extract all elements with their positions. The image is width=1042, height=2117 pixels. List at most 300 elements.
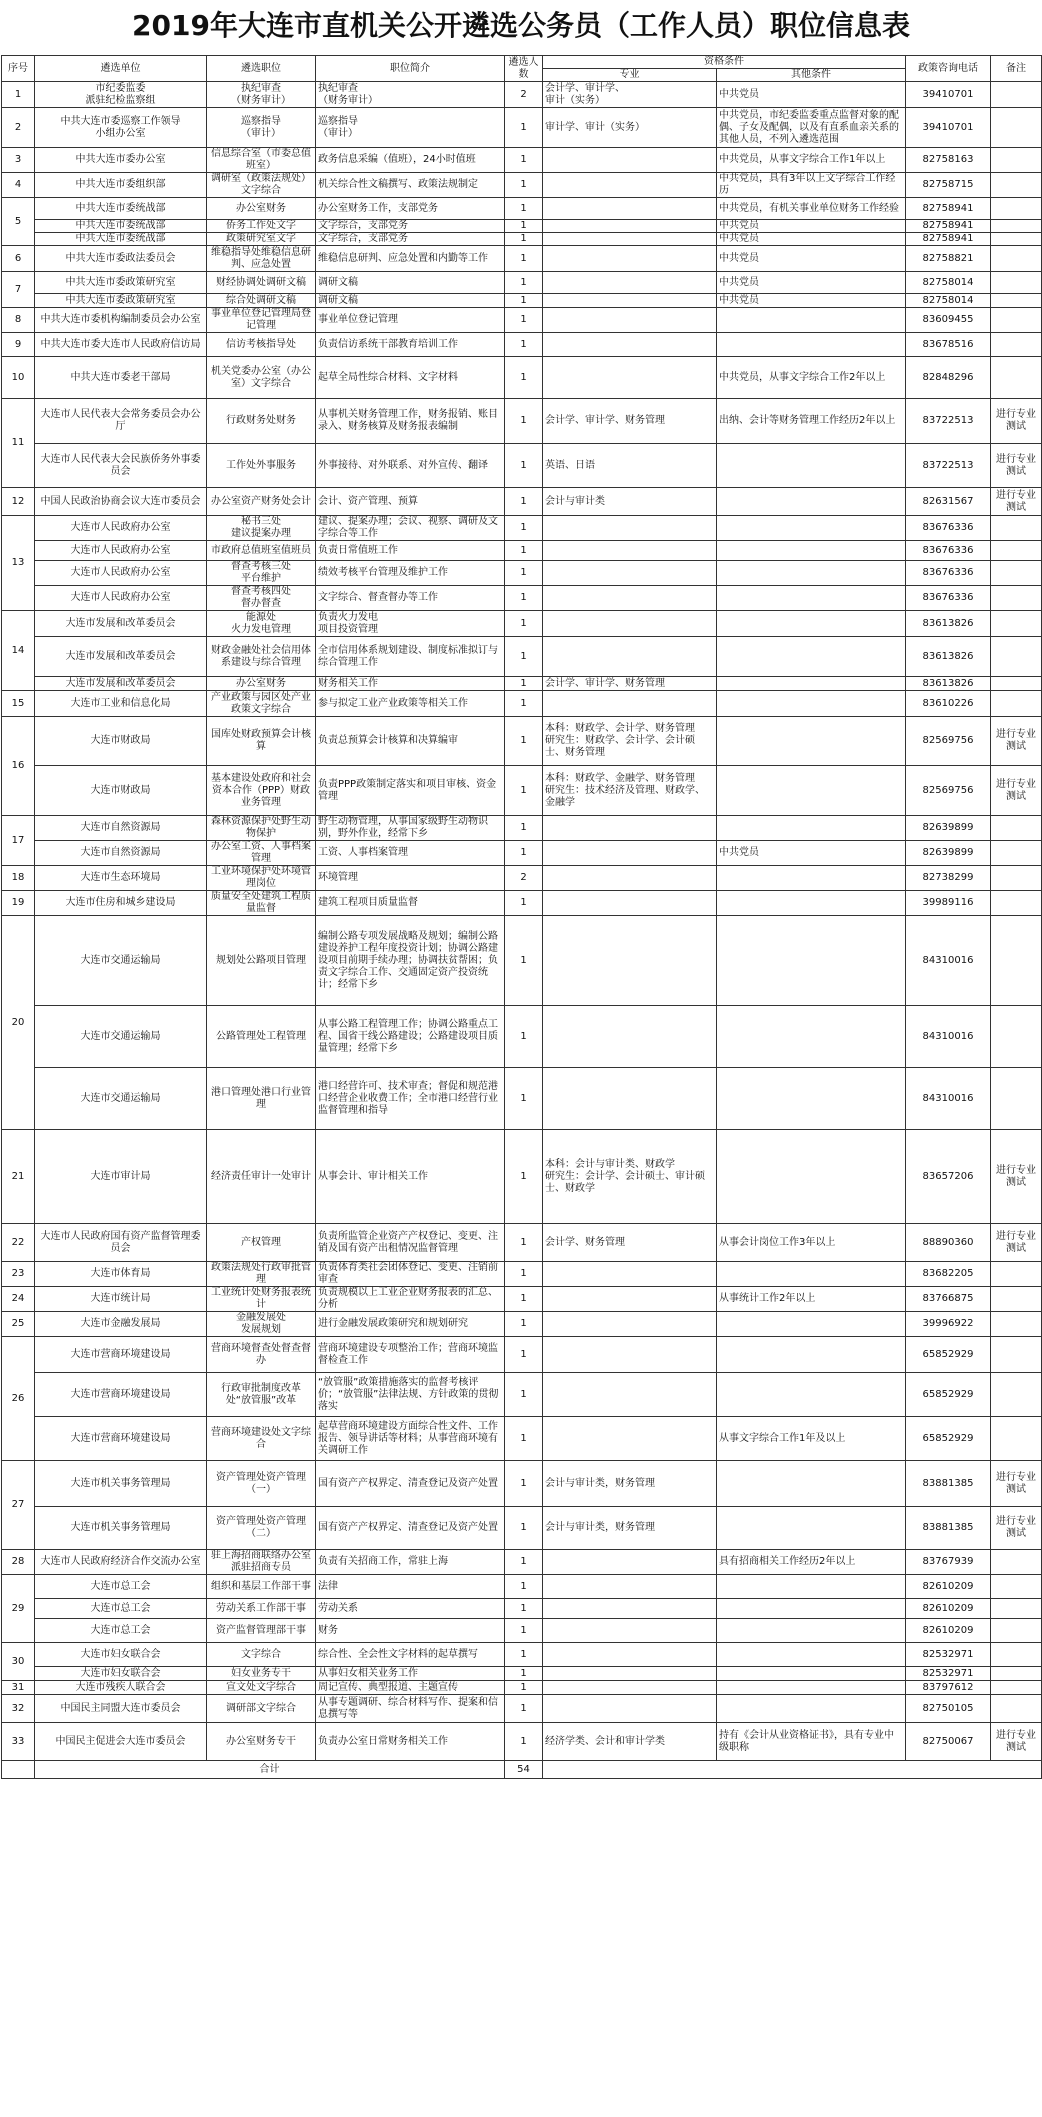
phone-cell: 83610226 bbox=[906, 691, 991, 717]
major-cell bbox=[543, 233, 717, 246]
seq-cell: 28 bbox=[2, 1550, 35, 1575]
unit-cell: 大连市人民政府国有资产监督管理委员会 bbox=[35, 1224, 207, 1262]
phone-cell: 83767939 bbox=[906, 1550, 991, 1575]
seq-cell: 1 bbox=[2, 82, 35, 108]
note-cell bbox=[991, 611, 1042, 637]
intro-cell: 国有资产产权界定、清查登记及资产处置 bbox=[316, 1507, 505, 1550]
other-cell bbox=[717, 516, 906, 541]
seq-cell: 13 bbox=[2, 516, 35, 611]
phone-cell: 39996922 bbox=[906, 1312, 991, 1337]
position-cell: 督查考核四处 督办督查 bbox=[207, 586, 316, 611]
phone-cell: 82750105 bbox=[906, 1695, 991, 1723]
seq-cell: 6 bbox=[2, 246, 35, 272]
count-cell: 1 bbox=[505, 516, 543, 541]
position-cell: 信访考核指导处 bbox=[207, 333, 316, 357]
count-cell: 1 bbox=[505, 677, 543, 691]
major-cell bbox=[543, 1695, 717, 1723]
count-cell: 1 bbox=[505, 1006, 543, 1068]
unit-cell: 大连市机关事务管理局 bbox=[35, 1507, 207, 1550]
table-row bbox=[2, 561, 1042, 586]
major-cell bbox=[543, 272, 717, 294]
position-cell: 财经协调处调研文稿 bbox=[207, 272, 316, 294]
unit-cell: 大连市营商环境建设局 bbox=[35, 1337, 207, 1373]
phone-cell: 82569756 bbox=[906, 766, 991, 816]
table-row bbox=[2, 308, 1042, 333]
position-cell: 能源处 火力发电管理 bbox=[207, 611, 316, 637]
table-row bbox=[2, 866, 1042, 891]
position-cell: 市政府总值班室值班员 bbox=[207, 541, 316, 561]
note-cell bbox=[991, 1337, 1042, 1373]
major-cell: 本科：财政学、会计学、财务管理 研究生：财政学、会计学、会计硕士、财务管理 bbox=[543, 717, 717, 766]
count-cell: 1 bbox=[505, 1507, 543, 1550]
note-cell bbox=[991, 866, 1042, 891]
major-cell: 会计学、审计学、财务管理 bbox=[543, 399, 717, 444]
intro-cell: 文字综合、督查督办等工作 bbox=[316, 586, 505, 611]
note-cell bbox=[991, 891, 1042, 916]
unit-cell: 大连市审计局 bbox=[35, 1130, 207, 1224]
major-cell bbox=[543, 357, 717, 399]
count-cell: 1 bbox=[505, 444, 543, 488]
intro-cell: 维稳信息研判、应急处置和内勤等工作 bbox=[316, 246, 505, 272]
unit-cell: 大连市发展和改革委员会 bbox=[35, 637, 207, 677]
phone-cell: 39410701 bbox=[906, 82, 991, 108]
note-cell bbox=[991, 272, 1042, 294]
unit-cell: 大连市营商环境建设局 bbox=[35, 1417, 207, 1461]
position-cell: 工作处外事服务 bbox=[207, 444, 316, 488]
count-cell: 1 bbox=[505, 488, 543, 516]
major-cell bbox=[543, 198, 717, 220]
phone-cell: 83678516 bbox=[906, 333, 991, 357]
position-cell: 产权管理 bbox=[207, 1224, 316, 1262]
phone-cell: 83676336 bbox=[906, 516, 991, 541]
position-cell: 经济责任审计一处审计 bbox=[207, 1130, 316, 1224]
major-cell bbox=[543, 1550, 717, 1575]
major-cell bbox=[543, 891, 717, 916]
intro-cell: 会计、资产管理、预算 bbox=[316, 488, 505, 516]
table-row bbox=[2, 717, 1042, 766]
major-cell bbox=[543, 516, 717, 541]
header-note: 备注 bbox=[991, 56, 1042, 82]
count-cell: 1 bbox=[505, 1417, 543, 1461]
unit-cell: 大连市机关事务管理局 bbox=[35, 1461, 207, 1507]
position-cell: 综合处调研文稿 bbox=[207, 294, 316, 308]
other-cell: 中共党员 bbox=[717, 246, 906, 272]
seq-cell: 16 bbox=[2, 717, 35, 816]
phone-cell: 83676336 bbox=[906, 541, 991, 561]
other-cell: 中共党员，市纪委监委重点监督对象的配偶、子女及配偶，以及有直系血亲关系的其他人员，不列入遴选范围 bbox=[717, 108, 906, 148]
phone-cell: 84310016 bbox=[906, 1068, 991, 1130]
other-cell bbox=[717, 444, 906, 488]
seq-cell: 29 bbox=[2, 1575, 35, 1643]
other-cell bbox=[717, 1068, 906, 1130]
phone-cell: 83881385 bbox=[906, 1461, 991, 1507]
major-cell: 会计学、审计学、 审计（实务） bbox=[543, 82, 717, 108]
table-row bbox=[2, 1262, 1042, 1287]
seq-cell: 27 bbox=[2, 1461, 35, 1550]
position-cell: 事业单位登记管理局登记管理 bbox=[207, 308, 316, 333]
phone-cell: 82631567 bbox=[906, 488, 991, 516]
intro-cell: 文字综合，支部党务 bbox=[316, 220, 505, 233]
count-cell: 1 bbox=[505, 1068, 543, 1130]
position-cell: 质量安全处建筑工程质量监督 bbox=[207, 891, 316, 916]
intro-cell: 绩效考核平台管理及维护工作 bbox=[316, 561, 505, 586]
note-cell bbox=[991, 357, 1042, 399]
major-cell bbox=[543, 691, 717, 717]
phone-cell: 82758941 bbox=[906, 233, 991, 246]
major-cell: 会计与审计类 bbox=[543, 488, 717, 516]
other-cell bbox=[717, 891, 906, 916]
phone-cell: 82639899 bbox=[906, 841, 991, 866]
unit-cell: 大连市营商环境建设局 bbox=[35, 1373, 207, 1417]
other-cell: 中共党员 bbox=[717, 272, 906, 294]
note-cell: 进行专业测试 bbox=[991, 1723, 1042, 1761]
position-cell: 政策研究室文字 bbox=[207, 233, 316, 246]
count-cell: 1 bbox=[505, 148, 543, 173]
major-cell bbox=[543, 173, 717, 198]
note-cell: 进行专业测试 bbox=[991, 1224, 1042, 1262]
intro-cell: 参与拟定工业产业政策等相关工作 bbox=[316, 691, 505, 717]
table-row bbox=[2, 1643, 1042, 1667]
unit-cell: 大连市体育局 bbox=[35, 1262, 207, 1287]
major-cell bbox=[543, 1575, 717, 1599]
intro-cell: 全市信用体系规划建设、制度标准拟订与综合管理工作 bbox=[316, 637, 505, 677]
intro-cell: 工资、人事档案管理 bbox=[316, 841, 505, 866]
seq-cell: 11 bbox=[2, 399, 35, 488]
intro-cell: 野生动物管理，从事国家级野生动物识别，野外作业，经常下乡 bbox=[316, 816, 505, 841]
count-cell: 1 bbox=[505, 233, 543, 246]
count-cell: 1 bbox=[505, 1619, 543, 1643]
major-cell: 会计与审计类，财务管理 bbox=[543, 1461, 717, 1507]
phone-cell: 82758821 bbox=[906, 246, 991, 272]
position-cell: 调研部文字综合 bbox=[207, 1695, 316, 1723]
other-cell: 中共党员 bbox=[717, 294, 906, 308]
count-cell: 1 bbox=[505, 1599, 543, 1619]
phone-cell: 65852929 bbox=[906, 1337, 991, 1373]
header-major: 专业 bbox=[543, 69, 717, 82]
count-cell: 1 bbox=[505, 1312, 543, 1337]
other-cell bbox=[717, 866, 906, 891]
note-cell bbox=[991, 1681, 1042, 1695]
position-cell: 财政金融处社会信用体系建设与综合管理 bbox=[207, 637, 316, 677]
other-cell bbox=[717, 677, 906, 691]
intro-cell: 周记宣传、典型报道、主题宣传 bbox=[316, 1681, 505, 1695]
intro-cell: 编制公路专项发展战略及规划；编制公路建设养护工程年度投资计划；协调公路建设项目前期手续办理；协调扶贫帮困；负责文字综合工作、交通固定资产投资统计；经常下乡 bbox=[316, 916, 505, 1006]
table-row bbox=[2, 1681, 1042, 1695]
note-cell bbox=[991, 1312, 1042, 1337]
note-cell bbox=[991, 308, 1042, 333]
phone-cell: 83613826 bbox=[906, 611, 991, 637]
intro-cell: 进行金融发展政策研究和规划研究 bbox=[316, 1312, 505, 1337]
phone-cell: 82758014 bbox=[906, 294, 991, 308]
seq-cell: 12 bbox=[2, 488, 35, 516]
table-row bbox=[2, 1312, 1042, 1337]
note-cell: 进行专业测试 bbox=[991, 1507, 1042, 1550]
unit-cell: 中国民主促进会大连市委员会 bbox=[35, 1723, 207, 1761]
other-cell bbox=[717, 916, 906, 1006]
unit-cell: 中共大连市委机构编制委员会办公室 bbox=[35, 308, 207, 333]
position-cell: 营商环境建设处文字综合 bbox=[207, 1417, 316, 1461]
count-cell: 1 bbox=[505, 1461, 543, 1507]
phone-cell: 39410701 bbox=[906, 108, 991, 148]
header-position: 遴选职位 bbox=[207, 56, 316, 82]
other-cell: 中共党员 bbox=[717, 82, 906, 108]
seq-cell: 30 bbox=[2, 1643, 35, 1681]
unit-cell: 中共大连市委巡察工作领导 小组办公室 bbox=[35, 108, 207, 148]
position-cell: 国库处财政预算会计核算 bbox=[207, 717, 316, 766]
unit-cell: 大连市人民政府办公室 bbox=[35, 561, 207, 586]
position-cell: 组织和基层工作部干事 bbox=[207, 1575, 316, 1599]
note-cell bbox=[991, 1373, 1042, 1417]
unit-cell: 大连市妇女联合会 bbox=[35, 1667, 207, 1681]
other-cell bbox=[717, 308, 906, 333]
count-cell: 1 bbox=[505, 399, 543, 444]
note-cell bbox=[991, 1006, 1042, 1068]
phone-cell: 65852929 bbox=[906, 1417, 991, 1461]
seq-cell: 21 bbox=[2, 1130, 35, 1224]
position-cell: 金融发展处 发展规划 bbox=[207, 1312, 316, 1337]
phone-cell: 82639899 bbox=[906, 816, 991, 841]
major-cell bbox=[543, 1417, 717, 1461]
major-cell: 英语、日语 bbox=[543, 444, 717, 488]
count-cell: 1 bbox=[505, 816, 543, 841]
position-cell: 信息综合室（市委总值班室） bbox=[207, 148, 316, 173]
other-cell bbox=[717, 1006, 906, 1068]
count-cell: 1 bbox=[505, 891, 543, 916]
other-cell bbox=[717, 1461, 906, 1507]
table-row bbox=[2, 399, 1042, 444]
position-cell: 劳动关系工作部干事 bbox=[207, 1599, 316, 1619]
seq-cell: 17 bbox=[2, 816, 35, 866]
note-cell bbox=[991, 1068, 1042, 1130]
major-cell bbox=[543, 148, 717, 173]
other-cell bbox=[717, 541, 906, 561]
major-cell bbox=[543, 561, 717, 586]
intro-cell: 巡察指导 （审计） bbox=[316, 108, 505, 148]
other-cell bbox=[717, 561, 906, 586]
unit-cell: 大连市交通运输局 bbox=[35, 1006, 207, 1068]
position-cell: 执纪审查 （财务审计） bbox=[207, 82, 316, 108]
table-row bbox=[2, 1550, 1042, 1575]
phone-cell: 82569756 bbox=[906, 717, 991, 766]
table-row bbox=[2, 1417, 1042, 1461]
header-intro: 职位简介 bbox=[316, 56, 505, 82]
table-row bbox=[2, 1068, 1042, 1130]
intro-cell: 从事专题调研、综合材料写作、提案和信息撰写等 bbox=[316, 1695, 505, 1723]
intro-cell: 起草全局性综合材料、文字材料 bbox=[316, 357, 505, 399]
count-cell: 2 bbox=[505, 82, 543, 108]
intro-cell: 负责办公室日常财务相关工作 bbox=[316, 1723, 505, 1761]
phone-cell: 82758163 bbox=[906, 148, 991, 173]
intro-cell: 从事机关财务管理工作，财务报销、账目录入、财务核算及财务报表编制 bbox=[316, 399, 505, 444]
unit-cell: 大连市交通运输局 bbox=[35, 1068, 207, 1130]
seq-cell: 18 bbox=[2, 866, 35, 891]
note-cell bbox=[991, 333, 1042, 357]
position-cell: 巡察指导 （审计） bbox=[207, 108, 316, 148]
seq-cell: 31 bbox=[2, 1681, 35, 1695]
major-cell: 经济学类、会计和审计学类 bbox=[543, 1723, 717, 1761]
count-cell: 1 bbox=[505, 308, 543, 333]
major-cell bbox=[543, 1262, 717, 1287]
count-cell: 1 bbox=[505, 357, 543, 399]
intro-cell: 负责规模以上工业企业财务报表的汇总、分析 bbox=[316, 1287, 505, 1312]
intro-cell: 营商环境建设专项整治工作；营商环境监督检查工作 bbox=[316, 1337, 505, 1373]
intro-cell: 调研文稿 bbox=[316, 294, 505, 308]
position-cell: 森林资源保护处野生动物保护 bbox=[207, 816, 316, 841]
note-cell: 进行专业测试 bbox=[991, 444, 1042, 488]
major-cell bbox=[543, 220, 717, 233]
seq-cell: 24 bbox=[2, 1287, 35, 1312]
table-row bbox=[2, 611, 1042, 637]
major-cell bbox=[543, 1373, 717, 1417]
seq-cell: 7 bbox=[2, 272, 35, 308]
other-cell: 中共党员 bbox=[717, 841, 906, 866]
unit-cell: 大连市人民政府办公室 bbox=[35, 541, 207, 561]
phone-cell: 83722513 bbox=[906, 399, 991, 444]
other-cell: 中共党员，具有3年以上文字综合工作经历 bbox=[717, 173, 906, 198]
phone-cell: 83676336 bbox=[906, 586, 991, 611]
header-phone: 政策咨询电话 bbox=[906, 56, 991, 82]
position-cell: 侨务工作处文字 bbox=[207, 220, 316, 233]
table-row bbox=[2, 272, 1042, 294]
position-cell: 工业环境保护处环境管理岗位 bbox=[207, 866, 316, 891]
note-cell bbox=[991, 246, 1042, 272]
count-cell: 1 bbox=[505, 586, 543, 611]
intro-cell: “放管服”政策措施落实的监督考核评价；“放管服”法律法规、方针政策的贯彻落实 bbox=[316, 1373, 505, 1417]
count-cell: 1 bbox=[505, 173, 543, 198]
major-cell bbox=[543, 541, 717, 561]
total-empty-cell bbox=[2, 1761, 35, 1779]
major-cell bbox=[543, 841, 717, 866]
position-cell: 督查考核三处 平台维护 bbox=[207, 561, 316, 586]
intro-cell: 负责信访系统干部教育培训工作 bbox=[316, 333, 505, 357]
header-seq: 序号 bbox=[2, 56, 35, 82]
note-cell bbox=[991, 108, 1042, 148]
count-cell: 1 bbox=[505, 333, 543, 357]
position-cell: 妇女业务专干 bbox=[207, 1667, 316, 1681]
position-table bbox=[1, 55, 1042, 1779]
table-row bbox=[2, 294, 1042, 308]
phone-cell: 39989116 bbox=[906, 891, 991, 916]
unit-cell: 中共大连市委统战部 bbox=[35, 233, 207, 246]
table-row bbox=[2, 891, 1042, 916]
phone-cell: 84310016 bbox=[906, 916, 991, 1006]
position-cell: 机关党委办公室（办公室）文字综合 bbox=[207, 357, 316, 399]
position-cell: 办公室财务 bbox=[207, 198, 316, 220]
unit-cell: 大连市妇女联合会 bbox=[35, 1643, 207, 1667]
unit-cell: 中共大连市委老干部局 bbox=[35, 357, 207, 399]
other-cell: 中共党员，从事文字综合工作1年以上 bbox=[717, 148, 906, 173]
other-cell bbox=[717, 1681, 906, 1695]
position-cell: 行政审批制度改革处“放管服”改革 bbox=[207, 1373, 316, 1417]
count-cell: 1 bbox=[505, 1723, 543, 1761]
unit-cell: 大连市自然资源局 bbox=[35, 841, 207, 866]
table-row bbox=[2, 173, 1042, 198]
note-cell bbox=[991, 1619, 1042, 1643]
note-cell bbox=[991, 1667, 1042, 1681]
count-cell: 1 bbox=[505, 246, 543, 272]
note-cell bbox=[991, 173, 1042, 198]
other-cell bbox=[717, 691, 906, 717]
seq-cell: 22 bbox=[2, 1224, 35, 1262]
note-cell bbox=[991, 1262, 1042, 1287]
count-cell: 1 bbox=[505, 220, 543, 233]
major-cell bbox=[543, 294, 717, 308]
note-cell bbox=[991, 516, 1042, 541]
table-row bbox=[2, 516, 1042, 541]
major-cell: 本科：财政学、金融学、财务管理 研究生：技术经济及管理、财政学、金融学 bbox=[543, 766, 717, 816]
table-row bbox=[2, 916, 1042, 1006]
position-cell: 宣文处文字综合 bbox=[207, 1681, 316, 1695]
major-cell bbox=[543, 1068, 717, 1130]
position-cell: 文字综合 bbox=[207, 1643, 316, 1667]
intro-cell: 财务 bbox=[316, 1619, 505, 1643]
major-cell bbox=[543, 1643, 717, 1667]
seq-cell: 26 bbox=[2, 1337, 35, 1461]
position-cell: 驻上海招商联络办公室派驻招商专员 bbox=[207, 1550, 316, 1575]
note-cell bbox=[991, 1575, 1042, 1599]
count-cell: 1 bbox=[505, 1667, 543, 1681]
other-cell bbox=[717, 766, 906, 816]
count-cell: 1 bbox=[505, 611, 543, 637]
table-row bbox=[2, 1006, 1042, 1068]
count-cell: 1 bbox=[505, 541, 543, 561]
phone-cell: 83682205 bbox=[906, 1262, 991, 1287]
note-cell bbox=[991, 294, 1042, 308]
note-cell bbox=[991, 220, 1042, 233]
major-cell bbox=[543, 637, 717, 677]
unit-cell: 大连市自然资源局 bbox=[35, 816, 207, 841]
intro-cell: 从事会计、审计相关工作 bbox=[316, 1130, 505, 1224]
position-cell: 营商环境督查处督查督办 bbox=[207, 1337, 316, 1373]
other-cell bbox=[717, 1619, 906, 1643]
major-cell bbox=[543, 308, 717, 333]
seq-cell: 2 bbox=[2, 108, 35, 148]
count-cell: 1 bbox=[505, 1695, 543, 1723]
other-cell: 从事文字综合工作1年及以上 bbox=[717, 1417, 906, 1461]
intro-cell: 起草营商环境建设方面综合性文件、工作报告、领导讲话等材料；从事营商环境有关调研工作 bbox=[316, 1417, 505, 1461]
phone-cell: 82610209 bbox=[906, 1619, 991, 1643]
header-other: 其他条件 bbox=[717, 69, 906, 82]
seq-cell: 10 bbox=[2, 357, 35, 399]
count-cell: 1 bbox=[505, 1575, 543, 1599]
note-cell bbox=[991, 233, 1042, 246]
position-cell: 公路管理处工程管理 bbox=[207, 1006, 316, 1068]
intro-cell: 从事妇女相关业务工作 bbox=[316, 1667, 505, 1681]
table-row bbox=[2, 541, 1042, 561]
table-row bbox=[2, 357, 1042, 399]
count-cell: 1 bbox=[505, 1643, 543, 1667]
major-cell bbox=[543, 333, 717, 357]
position-cell: 港口管理处港口行业管理 bbox=[207, 1068, 316, 1130]
table-body bbox=[2, 82, 1042, 1779]
position-cell: 产业政策与园区处产业政策文字综合 bbox=[207, 691, 316, 717]
other-cell bbox=[717, 1373, 906, 1417]
major-cell bbox=[543, 1337, 717, 1373]
other-cell: 具有招商相关工作经历2年以上 bbox=[717, 1550, 906, 1575]
seq-cell: 33 bbox=[2, 1723, 35, 1761]
table-row bbox=[2, 1373, 1042, 1417]
phone-cell: 83613826 bbox=[906, 677, 991, 691]
total-count: 54 bbox=[505, 1761, 543, 1779]
other-cell bbox=[717, 1262, 906, 1287]
other-cell: 中共党员，有机关事业单位财务工作经验 bbox=[717, 198, 906, 220]
intro-cell: 国有资产产权界定、清查登记及资产处置 bbox=[316, 1461, 505, 1507]
table-row bbox=[2, 816, 1042, 841]
note-cell bbox=[991, 637, 1042, 677]
major-cell: 会计学、审计学、财务管理 bbox=[543, 677, 717, 691]
note-cell bbox=[991, 691, 1042, 717]
phone-cell: 83676336 bbox=[906, 561, 991, 586]
